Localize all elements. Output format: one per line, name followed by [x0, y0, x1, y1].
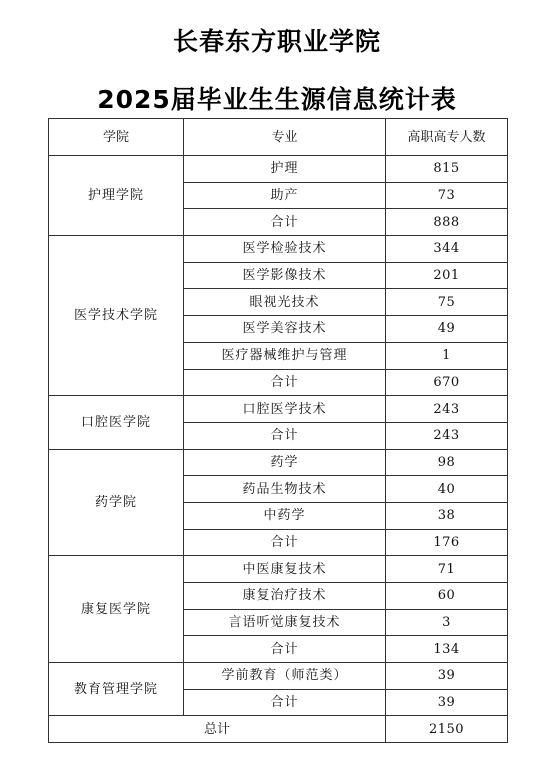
student-count-cell: 49: [386, 316, 508, 343]
student-count-cell: 243: [386, 396, 508, 423]
student-count-cell: 73: [386, 182, 508, 209]
student-count-cell: 3: [386, 609, 508, 636]
major-name-cell: 医学美容技术: [184, 316, 386, 343]
subtotal-count-cell: 39: [386, 689, 508, 716]
major-name-cell: 助产: [184, 182, 386, 209]
college-name-cell: 护理学院: [49, 156, 184, 236]
graduate-statistics-table: [48, 118, 508, 743]
table-row: [49, 236, 508, 263]
subtotal-label-cell: 合计: [184, 529, 386, 556]
student-count-cell: 201: [386, 262, 508, 289]
total-row: [49, 716, 508, 743]
college-name-cell: 药学院: [49, 449, 184, 556]
subtotal-label-cell: 合计: [184, 209, 386, 236]
major-name-cell: 中医康复技术: [184, 556, 386, 583]
table-row: [49, 556, 508, 583]
college-name-cell: 医学技术学院: [49, 236, 184, 396]
document-subtitle: 2025届毕业生生源信息统计表: [97, 85, 457, 114]
college-name-cell: 康复医学院: [49, 556, 184, 663]
subtotal-label-cell: 合计: [184, 689, 386, 716]
total-count-cell: 2150: [386, 716, 508, 743]
student-count-cell: 98: [386, 449, 508, 476]
student-count-cell: 71: [386, 556, 508, 583]
student-count-cell: 39: [386, 663, 508, 690]
table-row: [49, 396, 508, 423]
major-name-cell: 医学检验技术: [184, 236, 386, 263]
total-label-cell: 总计: [49, 716, 386, 743]
college-name-cell: 教育管理学院: [49, 663, 184, 716]
student-count-cell: 40: [386, 476, 508, 503]
major-name-cell: 药学: [184, 449, 386, 476]
subtotal-count-cell: 888: [386, 209, 508, 236]
student-count-cell: 75: [386, 289, 508, 316]
major-name-cell: 口腔医学技术: [184, 396, 386, 423]
table-row: [49, 156, 508, 183]
major-name-cell: 学前教育（师范类）: [184, 663, 386, 690]
subtotal-count-cell: 670: [386, 369, 508, 396]
major-name-cell: 康复治疗技术: [184, 583, 386, 610]
table-header-row: [49, 119, 508, 156]
major-name-cell: 医疗器械维护与管理: [184, 342, 386, 369]
student-count-cell: 815: [386, 156, 508, 183]
major-name-cell: 医学影像技术: [184, 262, 386, 289]
table-body: [49, 156, 508, 743]
major-name-cell: 药品生物技术: [184, 476, 386, 503]
student-count-cell: 344: [386, 236, 508, 263]
student-count-cell: 1: [386, 342, 508, 369]
subtotal-count-cell: 134: [386, 636, 508, 663]
college-name-cell: 口腔医学院: [49, 396, 184, 449]
major-name-cell: 护理: [184, 156, 386, 183]
subtotal-label-cell: 合计: [184, 369, 386, 396]
table-row: [49, 449, 508, 476]
major-name-cell: 眼视光技术: [184, 289, 386, 316]
student-count-cell: 38: [386, 502, 508, 529]
subtotal-count-cell: 243: [386, 422, 508, 449]
header-college: 学院: [49, 119, 184, 156]
header-count: 高职高专人数: [386, 119, 508, 156]
student-count-cell: 60: [386, 583, 508, 610]
header-major: 专业: [184, 119, 386, 156]
subtotal-label-cell: 合计: [184, 422, 386, 449]
major-name-cell: 中药学: [184, 502, 386, 529]
major-name-cell: 言语听觉康复技术: [184, 609, 386, 636]
subtotal-count-cell: 176: [386, 529, 508, 556]
subtotal-label-cell: 合计: [184, 636, 386, 663]
document-title: 长春东方职业学院: [172, 27, 381, 56]
table-row: [49, 663, 508, 690]
